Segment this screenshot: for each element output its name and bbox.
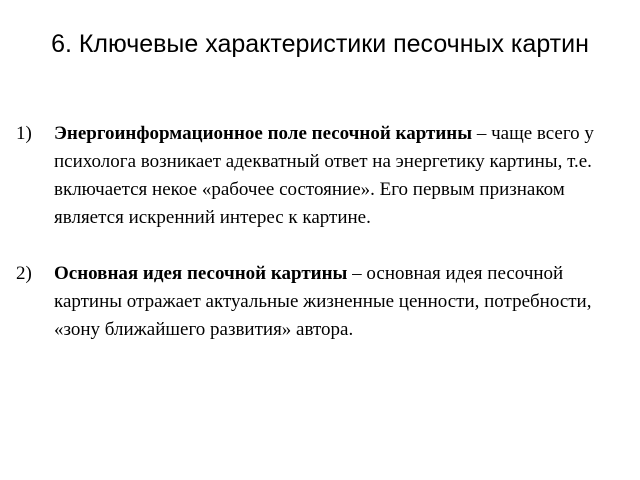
list-item [16, 260, 626, 344]
characteristics-list [16, 120, 626, 372]
slide-title: 6. Ключевые характеристики песочных картин [51, 30, 589, 58]
list-item-body [54, 260, 626, 344]
list-item-text: – чаще всего у психолога возникает адекватный ответ на энергетику картины, т.е. включается некое «рабочее состояние». Его первым признаком является искренний интерес к картине. [54, 123, 594, 228]
list-item-number: 2) [16, 263, 32, 284]
list-item-number: 1) [16, 123, 32, 144]
list-item-term: Основная идея песочной картины [54, 263, 348, 284]
list-item-term: Энергоинформационное поле песочной картины [54, 123, 473, 144]
list-item-body [54, 120, 626, 232]
list-item-text: – основная идея песочной картины отражает актуальные жизненные ценности, потребности, «зону ближайшего развития» автора. [54, 263, 592, 340]
list-item [16, 120, 626, 232]
